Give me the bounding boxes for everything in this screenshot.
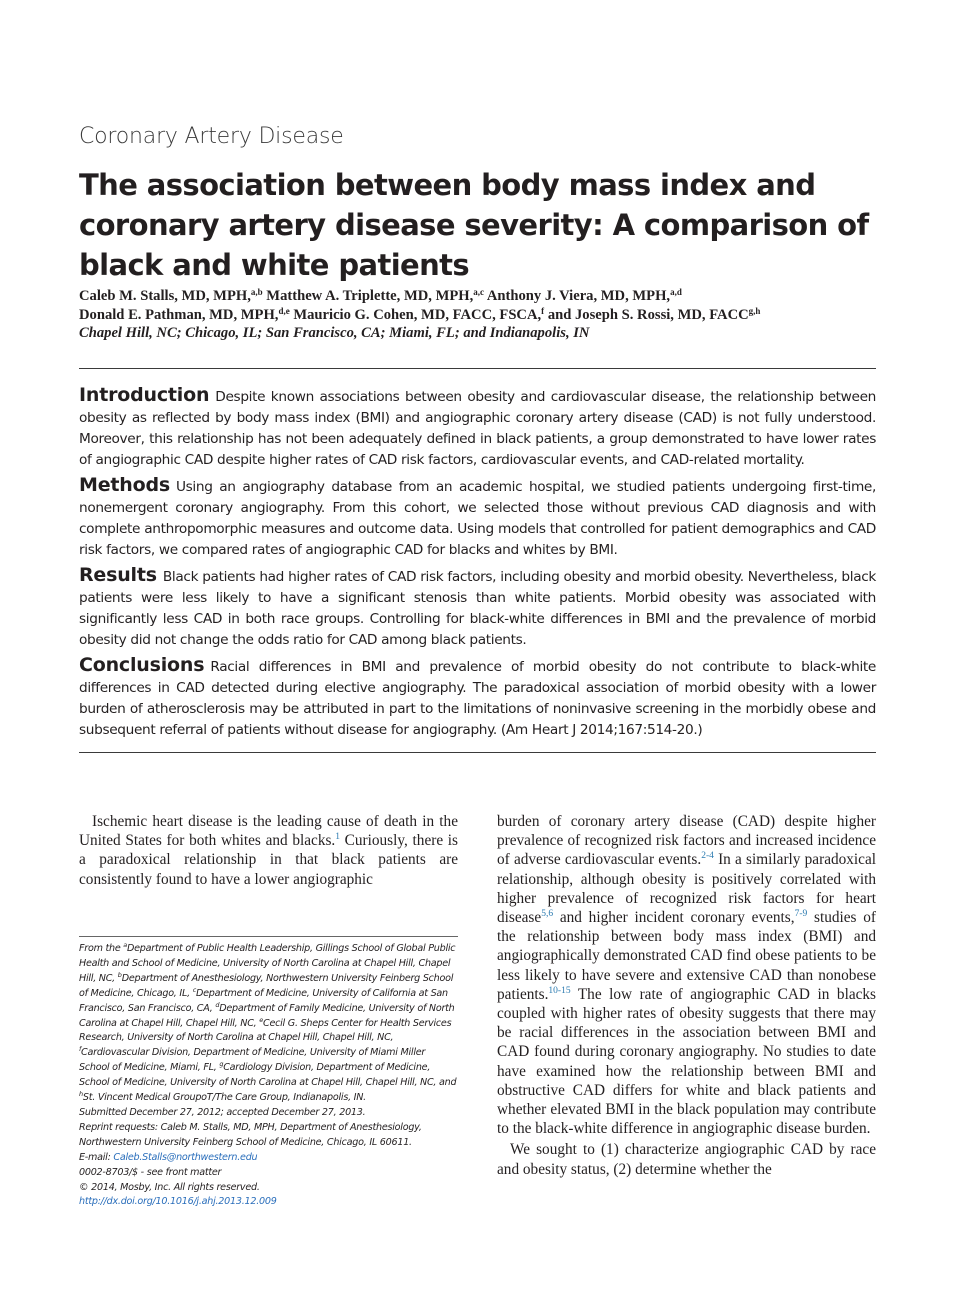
abstract-text: Racial differences in BMI and prevalence of morbid obesity do not contribute to black-white differences in CAD detected during elective angiography. The paradoxical association of morbid obesity with a lower burden of atherosclerosis may be attributed in part to the limitations of noninvasive screening in the morbidly obese and subsequent referral of patients without disease for angiography. (Am Heart J 2014;167:514-20.) (79, 659, 876, 738)
affiliation-marker: f (79, 1045, 82, 1054)
abstract-conclusions (79, 655, 876, 741)
article-footnotes (79, 942, 458, 1210)
body-text: The low rate of angiographic CAD in blacks coupled with higher rates of obesity suggests that there may be racial differences in the association between BMI and CAD found during coronary angiography. No studies to date have examined how the relationship between BMI and obstructive CAD differs for white and black patients and whether elevated BMI in the black population may contribute to the black-white difference in angiographic disease burden. (497, 985, 876, 1138)
author-name: and Joseph S. Rossi, MD, FACC (547, 307, 749, 323)
body-text: burden of coronary artery disease (CAD) despite higher prevalence of recognized risk factors and increased incidence of adverse cardiovascular events. (497, 813, 876, 869)
reprint-note: Reprint requests: Caleb M. Stalls, MD, MPH, Department of Anesthesiology, Northwestern University Feinberg School of Medicine, Chicago, IL 60611. (79, 1121, 422, 1148)
article-title: The association between body mass index and coronary artery disease severity: A comparison of black and white patients (79, 168, 869, 282)
affiliation-marker: h (79, 1090, 83, 1099)
affiliation-marker: d (215, 1000, 220, 1009)
abstract-results (79, 565, 876, 651)
body-paragraph: We sought to (1) characterize angiographic CAD by race and obesity status, (2) determine whether the (497, 1141, 876, 1178)
citation-ref[interactable]: 2-4 (701, 851, 714, 862)
citation-ref[interactable]: 7-9 (794, 909, 808, 920)
abstract-heading: Conclusions (79, 654, 205, 676)
affiliation-text: Department of Medicine, University of California at San Francisco, San Francisco, CA, (79, 987, 448, 1014)
affiliations-note (79, 942, 458, 1106)
email-link[interactable]: Caleb.Stalls@northwestern.edu (113, 1151, 258, 1163)
abstract-heading: Methods (79, 474, 170, 496)
affiliation-marker: a (123, 941, 128, 949)
affiliation-text: Cardiovascular Division, Department of Medicine, University of Miami Miller School of Medicine, Miami, FL, (79, 1047, 426, 1074)
author-affiliation: a,c (473, 287, 485, 297)
body-column-left (79, 812, 458, 889)
author-name: Mauricio G. Cohen, MD, FACC, FSCA, (293, 307, 542, 323)
abstract-introduction (79, 385, 876, 471)
affiliation-text: Cardiology Division, Department of Medicine, School of Medicine, University of North Carolina at Chapel Hill, Chapel Hill, NC, and (79, 1062, 457, 1089)
author-locations: Chapel Hill, NC; Chicago, IL; San Francisco, CA; Miami, FL; and Indianapolis, IN (79, 325, 590, 341)
body-column-right (497, 812, 876, 1179)
doi-link[interactable]: http://dx.doi.org/10.1016/j.ahj.2013.12.009 (79, 1196, 277, 1208)
citation-ref[interactable]: 10-15 (548, 985, 571, 996)
abstract-bottom-rule (79, 752, 876, 753)
section-heading: Coronary Artery Disease (79, 124, 344, 149)
affiliation-text: St. Vincent Medical GroupoT/The Care Group, Indianapolis, IN. (82, 1092, 366, 1104)
copyright-note: © 2014, Mosby, Inc. All rights reserved. (79, 1181, 260, 1193)
footnote-separator (79, 936, 458, 937)
author-affiliation: g,h (748, 306, 761, 316)
author-affiliation: a,d (670, 287, 682, 297)
citation-ref[interactable]: 1 (335, 832, 340, 843)
abstract-methods (79, 475, 876, 561)
affiliation-marker: b (117, 970, 122, 979)
affiliation-text: Department of Anesthesiology, Northwestern University Feinberg School of Medicine, Chicago, IL, (79, 972, 454, 999)
affiliation-text: Department of Public Health Leadership, Gillings School of Global Public Health and School of Medicine, University of North Carolina at Chapel Hill, Chapel Hill, NC, (79, 943, 456, 984)
author-affiliation: f (541, 306, 545, 316)
citation-ref[interactable]: 5,6 (541, 909, 554, 920)
author-name: Caleb M. Stalls, MD, MPH, (79, 288, 251, 304)
author-affiliation: a,b (250, 287, 263, 297)
body-text: Curiously, there is a paradoxical relationship in that black patients are consistently found to have a lower angiographic (79, 832, 459, 888)
author-name: Matthew A. Triplette, MD, MPH, (266, 288, 474, 304)
email-note (79, 1151, 458, 1166)
abstract-text: Using an angiography database from an academic hospital, we studied patients undergoing first-time, nonemergent coronary angiography. From this cohort, we selected those without previous CAD diagnosis and with complete anthropomorphic measures and outcome data. Using models that controlled for patient demographics and CAD risk factors, we compared rates of angiographic CAD for blacks and whites by BMI. (79, 479, 876, 558)
abstract-top-rule (79, 368, 876, 369)
issn-note: 0002-8703/$ - see front matter (79, 1166, 222, 1178)
author-name: Donald E. Pathman, MD, MPH, (79, 307, 279, 323)
email-label: E-mail: (79, 1151, 114, 1163)
footnote-text: From the (79, 943, 124, 954)
body-text: and higher incident coronary events, (553, 909, 795, 927)
submitted-note: Submitted December 27, 2012; accepted December 27, 2013. (79, 1106, 366, 1118)
affiliation-text: Department of Family Medicine, University of North Carolina at Chapel Hill, Chapel Hill, NC, (79, 1002, 455, 1029)
abstract-heading: Results (79, 564, 157, 586)
abstract-heading: Introduction (79, 384, 210, 406)
body-paragraph (79, 812, 458, 889)
body-text: Ischemic heart disease is the leading cause of death in the United States for both whites and blacks. (79, 813, 458, 850)
affiliation-marker: c (192, 985, 197, 994)
body-paragraph (497, 812, 876, 1138)
affiliation-text: Cecil G. Sheps Center for Health Services Research, University of North Carolina at Chapel Hill, Chapel Hill, NC, (79, 1017, 452, 1044)
abstract-text: Despite known associations between obesity and cardiovascular disease, the relationship between obesity as reflected by body mass index (BMI) and angiographic coronary artery disease (CAD) is not fully understood. Moreover, this relationship has not been adequately defined in black patients, a group demonstrated to have lower rates of angiographic CAD despite higher rates of CAD risk factors, cardiovascular events, and CAD-related mortality. (79, 389, 876, 468)
abstract (79, 385, 876, 745)
body-text: In a similarly paradoxical relationship, although obesity is positively correlated with higher prevalence of recognized risk factors for heart disease (497, 851, 877, 927)
abstract-text: Black patients had higher rates of CAD risk factors, including obesity and morbid obesity. Nevertheless, black patients were less likely to have a significant stenosis than white patients. Morbid obesity was associated with significantly less CAD in both race groups. Controlling for black-white differences in BMI and the prevalence of morbid obesity did not change the odds ratio for CAD among black patients. (79, 569, 876, 648)
author-list (79, 287, 879, 325)
author-affiliation: d,e (278, 306, 290, 316)
affiliation-marker: g (219, 1060, 224, 1069)
body-text: studies of the relationship between body mass index (BMI) and angiographically demonstrated CAD find obese patients to be less likely to have severe and extensive CAD than nonobese patients. (497, 909, 877, 1003)
author-name: Anthony J. Viera, MD, MPH, (486, 288, 671, 304)
affiliation-marker: e (259, 1015, 263, 1024)
